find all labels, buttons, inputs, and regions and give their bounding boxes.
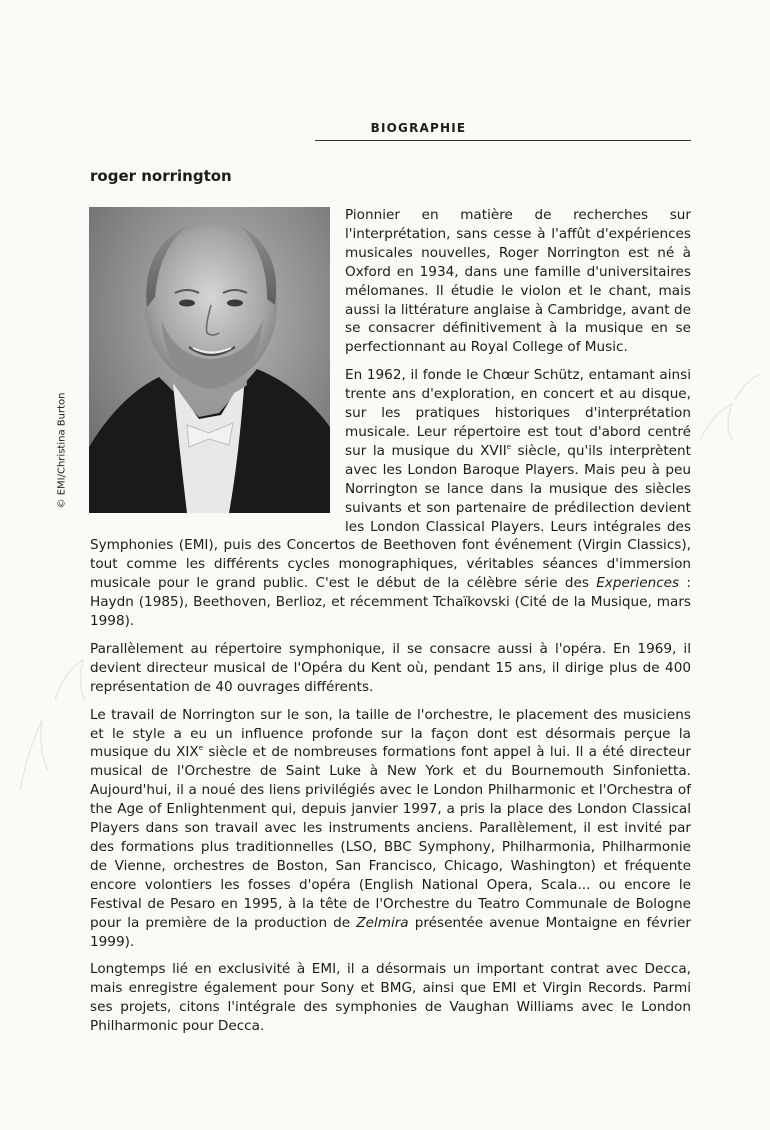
author-name: roger norrington: [90, 167, 232, 185]
paragraph-2-part-a: En 1962, il fonde le Chœur Schütz, entamant ainsi trente ans d'exploration, en concert et au disque, sur les pratiques historiques d'interprétation musicale. Leur répertoire est tout d'abord centré sur la musique du XVII: [345, 367, 691, 459]
paragraph-2-italic: Experiences: [596, 575, 680, 592]
photo-spacer: [90, 206, 345, 533]
biography-text: [90, 206, 691, 1045]
paragraph-5: Longtemps lié en exclusivité à EMI, il a désormais un important contrat avec Decca, mais enregistre également pour Sony et BMG, ainsi que EMI et Virgin Records. Parmi ses projets, citons l'intégrale des symphonies de Vaughan Williams avec le London Philharmonic pour Decca.: [90, 961, 691, 1035]
running-head: BIOGRAPHIE: [370, 121, 467, 135]
header-rule: [315, 140, 691, 141]
document-page: [56, 121, 691, 1035]
paragraph-1: Pionnier en matière de recherches sur l'interprétation, sans cesse à l'affût d'expériences musicales nouvelles, Roger Norrington est né à Oxford en 1934, dans une famille d'universitaires mélomanes. Il étudie le violon et le chant, mais aussi la littérature anglaise à Cambridge, avant de se consacrer définitivement à la musique en se perfectionnant au Royal College of Music.: [345, 207, 691, 356]
paragraph-3: Parallèlement au répertoire symphonique, il se consacre aussi à l'opéra. En 1969, il devient directeur musical de l'Opéra du Kent où, pendant 15 ans, il dirige plus de 400 représentation de 40 ouvrages différents.: [90, 640, 691, 695]
paragraph-4-superscript: e: [198, 744, 204, 753]
paragraph-4-italic: Zelmira: [356, 914, 409, 931]
paragraph-2-part-c: : Haydn (1985), Beethoven, Berlioz, et récemment Tchaïkovski (Cité de la Musique, mars 1998).: [90, 575, 691, 630]
paragraph-2-superscript: e: [506, 442, 512, 451]
paragraph-2-part-b: siècle, qu'ils interprètent avec les London Baroque Players. Mais peu à peu Norrington se lance dans la musique des siècles suivants et son partenaire de prédilection devient les London Classical Players. Leurs intégrales des Symphonies (EMI), puis des Concertos de Beethoven font événement (Virgin Classics), tout comme les différents cycles monographiques, véritables séances d'immersion musicale pour le grand public. C'est le début de la célèbre série des: [90, 442, 691, 592]
photo-credit: © EMI/Christina Burton: [56, 392, 68, 509]
paragraph-4-part-a: Le travail de Norrington sur le son, la taille de l'orchestre, le placement des musiciens et le style a eu un influence profonde sur la façon dont est désormais perçue la musique du XIX: [90, 706, 691, 761]
paragraph-4: [90, 706, 691, 952]
paragraph-4-part-c: présentée avenue Montaigne en février 1999).: [90, 914, 691, 950]
paragraph-4-part-b: siècle et de nombreuses formations font appel à lui. Il a été directeur musical de l'Orchestre de Saint Luke à New York et du Bournemouth Sinfonietta. Aujourd'hui, il a noué des liens privilégiés avec le London Philharmonic et l'Orchestra of the Age of Enlightenment qui, depuis janvier 1997, a pris la place des London Classical Players dans son travail avec les instruments anciens. Parallèlement, il est invité par des formations plus traditionnelles (LSO, BBC Symphony, Philharmonia, Philharmonie de Vienne, orchestres de Boston, San Francisco, Chicago, Washington) et fréquente encore volontiers les fosses d'opéra (English National Opera, Scala... ou encore le Festival de Pesaro en 1995, à la tête de l'Orchestre du Teatro Communale de Bologne pour la première de la production de: [90, 744, 691, 931]
